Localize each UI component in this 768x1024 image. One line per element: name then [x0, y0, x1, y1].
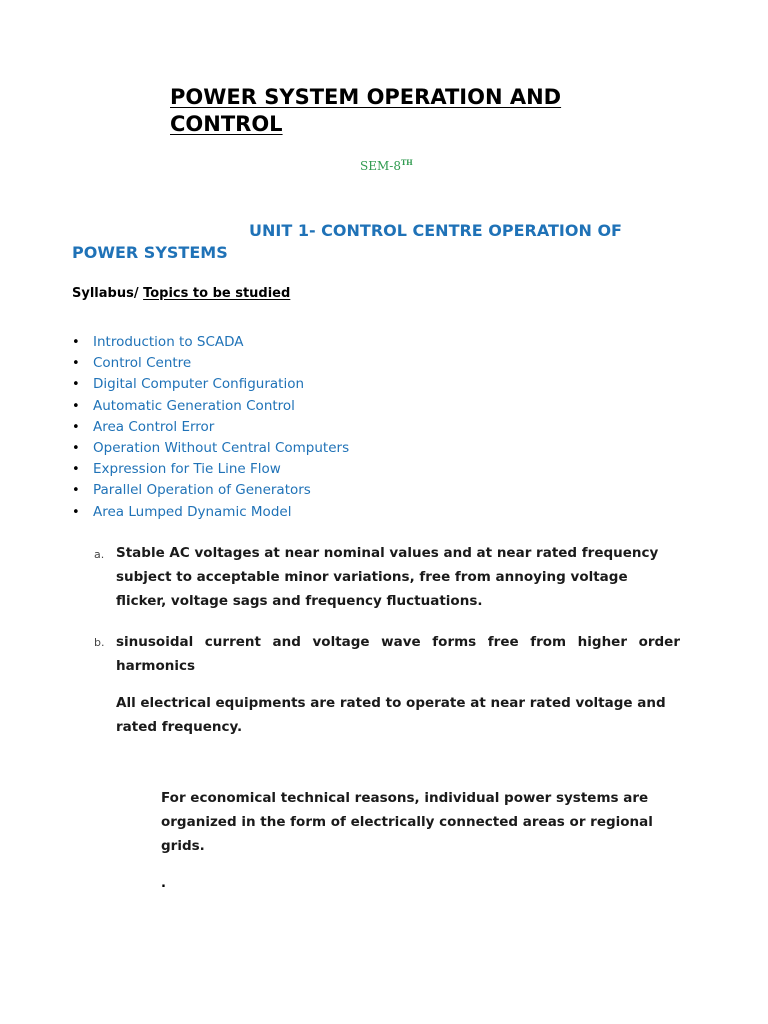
bullet-icon: • — [72, 483, 80, 499]
point-a-marker: a. — [94, 548, 105, 561]
unit-heading: UNIT 1- CONTROL CENTRE OPERATION OF POWER SYSTEMS — [72, 221, 622, 262]
bullet-icon: • — [72, 377, 80, 393]
topic-label: Introduction to SCADA — [93, 334, 244, 350]
bullet-icon: • — [72, 504, 80, 520]
topic-label: Parallel Operation of Generators — [93, 482, 311, 499]
topic-label: Digital Computer Configuration — [93, 376, 305, 393]
point-b-marker: b. — [94, 636, 105, 649]
syllabus-topics-label: Topics to be studied — [143, 286, 291, 301]
bullet-icon: • — [72, 440, 80, 456]
topic-label: Area Control Error — [93, 418, 215, 435]
topic-label: Control Centre — [93, 355, 192, 372]
regional-grids-paragraph: For economical technical reasons, individual power systems are organized in the form of electrically connected areas or regional grids. — [161, 790, 653, 854]
topic-label: Area Lumped Dynamic Model — [93, 503, 292, 520]
bullet-icon: • — [72, 335, 80, 350]
semester-label — [360, 158, 413, 173]
bullet-icon: • — [72, 462, 80, 478]
document-title: POWER SYSTEM OPERATION AND CONTROL — [170, 85, 562, 136]
topic-label: Automatic Generation Control — [93, 397, 295, 414]
semester-superscript: TH — [400, 158, 413, 167]
point-b-text: sinusoidal current and voltage wave forms free from higher order harmonics — [116, 634, 680, 674]
syllabus-label: Syllabus/ — [72, 286, 144, 301]
syllabus-line — [72, 286, 290, 301]
topic-label: Operation Without Central Computers — [93, 439, 350, 456]
bullet-icon: • — [72, 419, 80, 435]
topic-label: Expression for Tie Line Flow — [93, 461, 281, 478]
bullet-icon: • — [72, 356, 80, 372]
semester-text: SEM-8 — [360, 159, 401, 173]
trailing-dot: . — [161, 876, 166, 891]
bullet-icon: • — [72, 398, 80, 414]
equipment-paragraph: All electrical equipments are rated to operate at near rated voltage and rated frequency. — [116, 695, 666, 735]
point-a-text: Stable AC voltages at near nominal values and at near rated frequency subject to acceptable minor variations, free from annoying voltage flicker, voltage sags and frequency fluctuations. — [116, 545, 659, 609]
